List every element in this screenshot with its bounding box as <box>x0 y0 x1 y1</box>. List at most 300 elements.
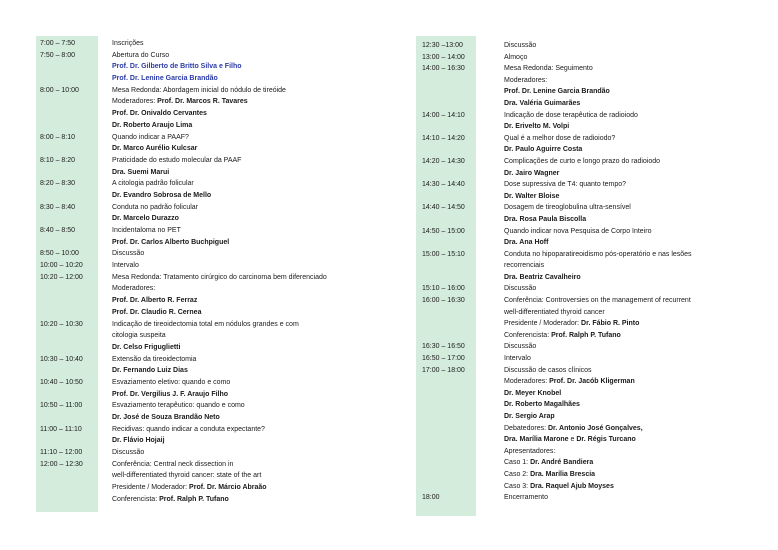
session-description <box>504 481 746 493</box>
speaker-name: Dr. Jairo Wagner <box>504 169 560 177</box>
schedule-row <box>416 86 746 98</box>
time-slot <box>36 330 112 342</box>
time-slot <box>416 307 504 319</box>
session-description <box>112 354 386 366</box>
time-slot: 11:00 – 11:10 <box>40 425 82 433</box>
speaker-name: Dra. Suemi Marui <box>112 168 170 176</box>
time-slot: 18:00 <box>422 494 440 502</box>
time-slot <box>416 434 504 446</box>
speaker-name: Dr. Sergio Arap <box>504 413 555 420</box>
speaker-name: Dr. Celso Friguglietti <box>112 343 181 351</box>
speaker-name: Dr. Paulo Aguirre Costa <box>504 146 583 154</box>
schedule-row <box>36 400 386 412</box>
schedule-row <box>36 96 386 108</box>
time-slot: 8:40 – 8:50 <box>40 227 76 234</box>
session-text: well-differentiated thyroid cancer <box>504 308 605 316</box>
time-slot <box>416 446 504 458</box>
speaker-name: Dr. Fábio R. Pinto <box>581 320 640 328</box>
schedule-row <box>36 389 386 401</box>
schedule-row <box>416 272 746 284</box>
time-slot <box>36 389 112 401</box>
time-slot <box>36 61 112 73</box>
speaker-name: Dra. Valéria Guimarães <box>504 99 581 107</box>
session-description <box>504 307 746 319</box>
session-description <box>504 202 746 214</box>
session-description <box>112 377 386 389</box>
schedule-row <box>416 168 746 180</box>
session-description <box>112 295 386 307</box>
session-text: Caso 1: <box>504 459 531 467</box>
session-description <box>504 434 746 446</box>
speaker-name: Dr. Marco Aurélio Kulcsar <box>112 145 198 153</box>
session-description <box>504 249 746 261</box>
time-slot <box>416 98 504 110</box>
session-text: well-differentiated thyroid cancer: state of the art <box>112 472 262 480</box>
schedule-row <box>416 481 746 493</box>
schedule-row <box>416 399 746 411</box>
schedule-row <box>36 61 386 73</box>
time-slot <box>416 388 504 400</box>
session-description <box>504 260 746 272</box>
schedule-row <box>36 73 386 85</box>
schedule-row <box>36 167 386 179</box>
schedule-row <box>36 120 386 132</box>
speaker-name: Prof. Dr. Onivaldo Cervantes <box>112 110 207 118</box>
schedule-row <box>416 434 746 446</box>
schedule-row <box>416 75 746 87</box>
session-text: Intervalo <box>112 262 139 270</box>
speaker-name: Dra. Marília Brescia <box>530 470 596 478</box>
schedule-row <box>416 40 746 52</box>
session-description <box>112 435 386 447</box>
time-slot: 8:00 – 10:00 <box>40 86 79 94</box>
speaker-name: Dr. Flávio Hojaij <box>112 437 165 445</box>
session-description <box>504 353 746 365</box>
schedule-row <box>416 341 746 353</box>
time-slot <box>36 213 112 225</box>
time-slot: 8:10 – 8:20 <box>40 156 76 164</box>
session-text: Moderadores: <box>504 378 550 386</box>
time-slot: 7:00 – 7:50 <box>40 40 76 47</box>
session-description <box>112 190 386 202</box>
schedule-row <box>36 155 386 167</box>
time-slot <box>416 191 504 203</box>
session-text: Indicação de dose terapêutica de radioiodo <box>504 111 638 119</box>
session-description <box>112 108 386 120</box>
schedule-rows <box>36 36 386 506</box>
schedule-row <box>416 307 746 319</box>
time-slot <box>36 412 112 424</box>
schedule-row <box>36 190 386 202</box>
session-description <box>112 424 386 436</box>
time-slot <box>416 376 504 388</box>
session-description <box>504 237 746 249</box>
session-description <box>504 423 746 435</box>
schedule-row <box>36 85 386 97</box>
schedule-row <box>36 50 386 62</box>
session-description <box>112 283 386 295</box>
time-slot <box>416 318 504 330</box>
schedule-row <box>416 191 746 203</box>
time-slot <box>36 307 112 319</box>
schedule-row <box>416 446 746 458</box>
session-description <box>504 86 746 98</box>
schedule-row <box>36 295 386 307</box>
session-description <box>112 400 386 412</box>
session-text: Mesa Redonda: Seguimento <box>504 65 593 73</box>
schedule-row <box>36 354 386 366</box>
schedule-row <box>36 470 386 482</box>
time-slot: 14:30 – 14:40 <box>422 181 465 189</box>
session-text: Conduta no hipoparatireoidismo pós-operatório e nas lesões <box>504 250 692 258</box>
session-description <box>112 319 386 331</box>
time-slot <box>36 96 112 108</box>
time-slot <box>416 411 504 423</box>
speaker-name: Prof. Dr. Gilberto de Britto Silva e Filho <box>112 63 242 71</box>
session-description <box>112 330 386 342</box>
session-description <box>112 470 386 482</box>
time-slot: 12:00 – 12:30 <box>40 460 83 468</box>
session-description <box>504 121 746 133</box>
schedule-row <box>416 110 746 122</box>
session-text: Conduta no padrão folicular <box>112 203 199 211</box>
speaker-name: Dra. Rosa Paula Biscolla <box>504 215 587 223</box>
time-slot: 14:40 – 14:50 <box>422 204 465 212</box>
time-slot: 14:00 – 14:10 <box>422 111 465 119</box>
speaker-name: Prof. Dr. Alberto R. Ferraz <box>112 297 198 305</box>
session-description <box>504 168 746 180</box>
session-text: Conferencista: <box>112 495 160 503</box>
schedule-row <box>416 144 746 156</box>
schedule-row <box>36 447 386 459</box>
time-slot: 8:50 – 10:00 <box>40 250 79 258</box>
speaker-name: Dr. Evandro Sobrosa de Mello <box>112 191 212 199</box>
time-slot: 14:20 – 14:30 <box>422 157 465 165</box>
schedule-row <box>416 318 746 330</box>
session-description <box>112 143 386 155</box>
time-slot <box>416 168 504 180</box>
time-slot: 14:10 – 14:20 <box>422 134 465 142</box>
session-description <box>504 492 746 504</box>
session-description <box>504 75 746 87</box>
time-slot <box>416 399 504 411</box>
session-description <box>504 52 746 64</box>
session-description <box>504 144 746 156</box>
session-text: Discussão <box>504 42 537 49</box>
time-slot: 14:50 – 15:00 <box>422 227 465 235</box>
schedule-row <box>36 38 386 50</box>
schedule-row <box>416 457 746 469</box>
time-slot: 10:00 – 10:20 <box>40 262 83 270</box>
session-text: Caso 3: <box>504 482 531 490</box>
speaker-name: Dr. Marcelo Durazzo <box>112 215 179 223</box>
session-text: Praticidade do estudo molecular da PAAF <box>112 156 242 164</box>
schedule-row <box>416 260 746 272</box>
schedule-row <box>416 121 746 133</box>
session-description <box>112 85 386 97</box>
session-description <box>504 191 746 203</box>
speaker-name: Prof. Dr. Carlos Alberto Buchpiguel <box>112 238 230 246</box>
session-description <box>504 365 746 377</box>
session-description <box>112 237 386 249</box>
session-description <box>504 295 746 307</box>
time-slot: 10:30 – 10:40 <box>40 355 83 363</box>
time-slot: 13:00 – 14:00 <box>422 53 465 61</box>
speaker-name: Prof. Dr. Márcio Abraão <box>189 484 267 492</box>
session-description <box>504 411 746 423</box>
session-text: Dosagem de tireoglobulina ultra-sensível <box>504 204 631 212</box>
time-slot <box>416 86 504 98</box>
schedule-row <box>36 225 386 237</box>
session-text: Debatedores: <box>504 424 548 432</box>
session-text: Conferencista: <box>504 331 552 339</box>
time-slot: 10:20 – 12:00 <box>40 273 83 281</box>
time-slot <box>36 143 112 155</box>
session-description <box>504 446 746 458</box>
schedule-row <box>416 133 746 145</box>
speaker-name: Prof. Dr. Claudio R. Cernea <box>112 308 202 316</box>
session-text: Encerramento <box>504 494 548 502</box>
session-description <box>504 376 746 388</box>
time-slot <box>416 144 504 156</box>
session-text: Inscrições <box>112 40 144 47</box>
schedule-row <box>36 213 386 225</box>
session-description <box>504 214 746 226</box>
time-slot: 14:00 – 16:30 <box>422 65 465 73</box>
session-text: Incidentaloma no PET <box>112 227 181 234</box>
schedule-row <box>36 365 386 377</box>
session-description <box>112 225 386 237</box>
schedule-row <box>36 424 386 436</box>
schedule-row <box>416 353 746 365</box>
session-description <box>112 494 386 506</box>
session-text: Conferência: Controversies on the management of recurrent <box>504 297 691 305</box>
schedule-row <box>36 342 386 354</box>
session-text: e <box>568 436 577 444</box>
session-text: Esvaziamento eletivo: quando e como <box>112 378 231 386</box>
speaker-name: Prof. Dr. Lenine Garcia Brandão <box>112 75 218 83</box>
speaker-name: Dr. Meyer Knobel <box>504 389 562 397</box>
session-description <box>504 110 746 122</box>
time-slot <box>36 283 112 295</box>
session-description <box>112 389 386 401</box>
session-text: Almoço <box>504 53 528 61</box>
session-text: Conferência: Central neck dissection in <box>112 460 234 468</box>
session-text: Discussão <box>112 250 145 258</box>
schedule-row <box>36 412 386 424</box>
session-text: Abertura do Curso <box>112 51 170 59</box>
time-slot <box>416 330 504 342</box>
session-text: Complicações de curto e longo prazo do radioiodo <box>504 157 661 165</box>
session-description <box>504 318 746 330</box>
time-slot <box>36 365 112 377</box>
schedule-row <box>416 202 746 214</box>
session-description <box>112 213 386 225</box>
schedule-row <box>416 156 746 168</box>
time-slot <box>36 494 112 506</box>
session-description <box>112 365 386 377</box>
session-text: Discussão <box>504 343 537 351</box>
session-description <box>504 457 746 469</box>
speaker-name: Dr. Régis Turcano <box>576 436 636 444</box>
schedule-row <box>416 330 746 342</box>
schedule-row <box>36 494 386 506</box>
session-text: citologia suspeita <box>112 332 166 340</box>
session-text: A citologia padrão folicular <box>112 180 194 188</box>
schedule-row <box>416 492 746 504</box>
schedule-row <box>416 226 746 238</box>
session-description <box>504 226 746 238</box>
session-description <box>112 248 386 260</box>
session-description <box>112 155 386 167</box>
speaker-name: Prof. Dr. Jacób Kligerman <box>549 378 635 386</box>
session-description <box>112 61 386 73</box>
session-text: Discussão <box>504 285 537 293</box>
time-slot <box>36 435 112 447</box>
time-slot: 17:00 – 18:00 <box>422 366 465 374</box>
schedule-row <box>36 377 386 389</box>
session-description <box>112 50 386 62</box>
schedule-row <box>36 482 386 494</box>
session-description <box>112 202 386 214</box>
session-text: Discussão de casos clínicos <box>504 366 592 374</box>
time-slot: 15:10 – 16:00 <box>422 285 465 293</box>
schedule-row <box>36 248 386 260</box>
speaker-name: Prof. Dr. Marcos R. Tavares <box>157 98 248 106</box>
schedule-row <box>36 143 386 155</box>
time-slot: 10:20 – 10:30 <box>40 320 83 328</box>
session-description <box>112 96 386 108</box>
session-text: Quando indicar a PAAF? <box>112 133 189 141</box>
schedule-row <box>416 179 746 191</box>
speaker-name: Dra. Beatriz Cavalheiro <box>504 273 581 281</box>
session-description <box>112 132 386 144</box>
session-text: Presidente / Moderador: <box>112 484 190 492</box>
session-description <box>504 330 746 342</box>
speaker-name: Prof. Ralph P. Tufano <box>551 331 621 339</box>
schedule-right-column <box>416 36 746 504</box>
time-slot: 16:50 – 17:00 <box>422 355 465 363</box>
schedule-row <box>416 295 746 307</box>
time-slot: 16:30 – 16:50 <box>422 343 465 351</box>
session-text: Apresentadores: <box>504 447 556 455</box>
session-text: Moderadores: <box>112 285 156 293</box>
session-description <box>504 469 746 481</box>
session-text: Moderadores: <box>504 76 548 84</box>
session-text: Moderadores: <box>112 98 158 106</box>
time-slot <box>36 108 112 120</box>
time-slot <box>36 73 112 85</box>
time-slot <box>416 237 504 249</box>
schedule-row <box>416 388 746 400</box>
time-slot <box>36 120 112 132</box>
session-text: Indicação de tireoidectomia total em nódulos grandes e com <box>112 320 299 328</box>
session-description <box>504 40 746 52</box>
schedule-row <box>36 283 386 295</box>
session-text: Mesa Redonda: Tratamento cirúrgico do carcinoma bem diferenciado <box>112 273 327 281</box>
schedule-row <box>416 376 746 388</box>
time-slot: 16:00 – 16:30 <box>422 297 465 305</box>
session-description <box>504 98 746 110</box>
time-slot: 8:20 – 8:30 <box>40 180 76 188</box>
speaker-name: Dr. Erivelto M. Volpi <box>504 123 570 131</box>
session-text: Qual é a melhor dose de radioiodo? <box>504 134 616 142</box>
time-slot: 8:00 – 8:10 <box>40 133 76 141</box>
time-slot <box>416 75 504 87</box>
schedule-row <box>416 283 746 295</box>
session-description <box>504 272 746 284</box>
schedule-row <box>36 272 386 284</box>
schedule-left-column <box>36 36 386 506</box>
session-text: Dose supressiva de T4: quanto tempo? <box>504 181 627 189</box>
time-slot <box>416 272 504 284</box>
session-description <box>112 459 386 471</box>
session-text: Esvaziamento terapêutico: quando e como <box>112 402 245 410</box>
session-description <box>112 38 386 50</box>
time-slot <box>416 457 504 469</box>
time-slot <box>416 481 504 493</box>
schedule-row <box>36 260 386 272</box>
time-slot: 10:50 – 11:00 <box>40 402 83 410</box>
time-slot <box>36 295 112 307</box>
schedule-row <box>36 330 386 342</box>
speaker-name: Dr. José de Souza Brandão Neto <box>112 414 220 421</box>
session-text: Recidivas: quando indicar a conduta expectante? <box>112 425 265 433</box>
schedule-row <box>36 459 386 471</box>
time-slot <box>416 469 504 481</box>
schedule-row <box>36 132 386 144</box>
time-slot <box>36 470 112 482</box>
schedule-row <box>36 178 386 190</box>
session-text: recorrenciais <box>504 262 545 270</box>
session-description <box>504 388 746 400</box>
schedule-rows <box>416 36 746 504</box>
session-description <box>112 447 386 459</box>
time-slot: 8:30 – 8:40 <box>40 203 76 211</box>
schedule-row <box>36 108 386 120</box>
schedule-row <box>36 319 386 331</box>
speaker-name: Prof. Dr. Vergilius J. F. Araujo Filho <box>112 390 229 398</box>
speaker-name: Prof. Dr. Lenine Garcia Brandão <box>504 88 610 96</box>
time-slot: 12:30 –13:00 <box>422 42 463 49</box>
speaker-name: Prof. Ralph P. Tufano <box>159 495 229 503</box>
session-description <box>112 73 386 85</box>
schedule-row <box>416 98 746 110</box>
schedule-row <box>36 307 386 319</box>
session-text: Quando indicar nova Pesquisa de Corpo Inteiro <box>504 227 652 235</box>
session-text: Extensão da tireoidectomia <box>112 355 197 363</box>
schedule-row <box>416 423 746 435</box>
session-description <box>504 63 746 75</box>
speaker-name: Dra. Marília Marone <box>504 436 569 444</box>
session-description <box>504 399 746 411</box>
session-description <box>112 307 386 319</box>
time-slot <box>416 423 504 435</box>
time-slot <box>36 482 112 494</box>
schedule-row <box>416 237 746 249</box>
session-description <box>112 482 386 494</box>
time-slot <box>416 214 504 226</box>
speaker-name: Dr. Roberto Araujo Lima <box>112 121 193 129</box>
schedule-row <box>36 202 386 214</box>
schedule-row <box>416 469 746 481</box>
schedule-row <box>416 214 746 226</box>
time-slot <box>416 260 504 272</box>
speaker-name: Dra. Ana Hoff <box>504 239 549 247</box>
session-text: Presidente / Moderador: <box>504 320 582 328</box>
session-description <box>112 120 386 132</box>
session-description <box>504 179 746 191</box>
